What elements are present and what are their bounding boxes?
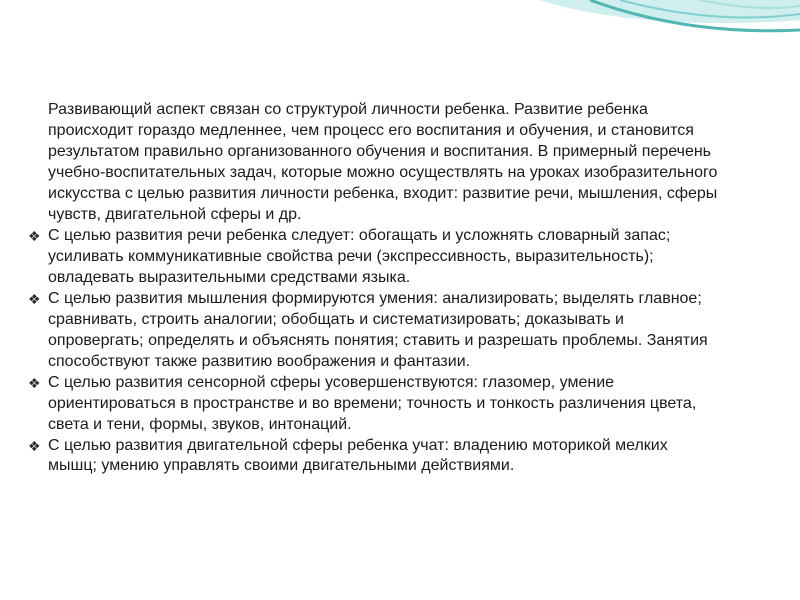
- diamond-bullet-icon: ❖: [28, 374, 41, 391]
- bullet-text: С целью развития речи ребенка следует: обогащать и усложнять словарный запас; усиливать коммуникативные свойства речи (экспрессивность, выразительность); овладевать выразительными средствами языка.: [48, 227, 671, 287]
- list-item: [28, 373, 718, 436]
- list-item: [28, 289, 718, 373]
- diamond-bullet-icon: ❖: [28, 228, 41, 245]
- bullet-list: [28, 226, 718, 477]
- slide-body: [28, 100, 718, 477]
- diamond-bullet-icon: ❖: [28, 437, 41, 454]
- list-item: [28, 226, 718, 289]
- bullet-text: С целью развития двигательной сферы ребенка учат: владению моторикой мелких мышц; умению управлять своими двигательными действиями.: [48, 436, 668, 475]
- diamond-bullet-icon: ❖: [28, 291, 41, 308]
- intro-paragraph: Развивающий аспект связан со структурой личности ребенка. Развитие ребенка происходит гораздо медленнее, чем процесс его воспитания и обучения, и становится результатом правильно организованного обучения и воспитания. В примерный перечень учебно-воспитательных задач, которые можно осуществлять на уроках изобразительного искусства с целью развития личности ребенка, входит: развитие речи, мышления, сферы чувств, двигательной сферы и др.: [48, 101, 718, 223]
- bullet-text: С целью развития мышления формируются умения: анализировать; выделять главное; сравнивать, строить аналогии; обобщать и систематизировать; доказывать и опровергать; определять и объяснять понятия; ставить и разрешать проблемы. Занятия способствуют также развитию воображения и фантазии.: [48, 290, 708, 370]
- bullet-text: С целью развития сенсорной сферы усовершенствуются: глазомер, умение ориентироваться в пространстве и во времени; точность и тонкость различения цвета, света и тени, формы, звуков, интонаций.: [48, 373, 697, 433]
- list-item: [28, 436, 718, 478]
